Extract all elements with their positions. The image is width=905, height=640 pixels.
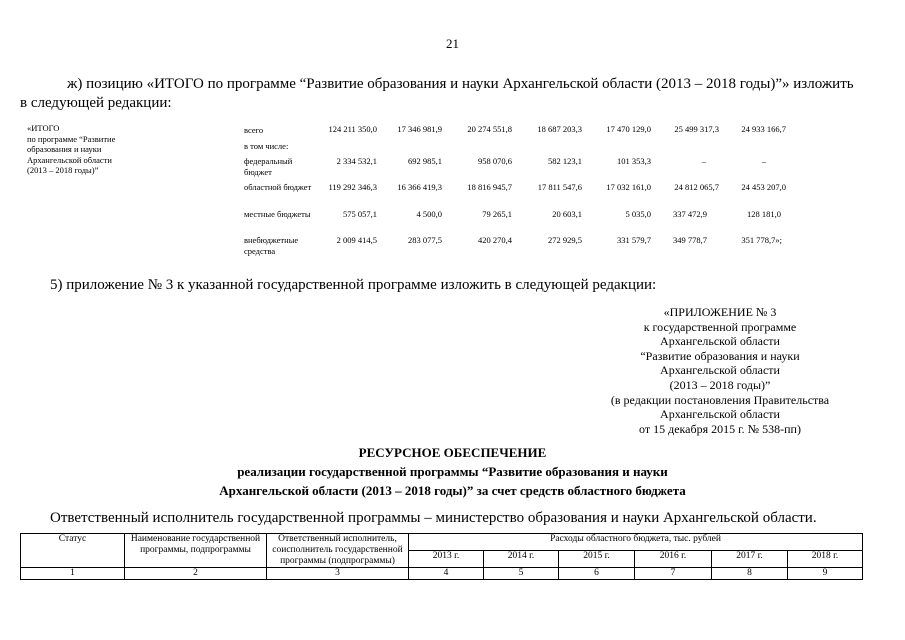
column-number: 9 xyxy=(788,568,863,580)
itogo-value: 17 032 161,0 xyxy=(606,182,651,192)
itogo-value: 20 603,1 xyxy=(552,209,582,219)
page-number: 21 xyxy=(446,36,459,51)
heading-title: РЕСУРСНОЕ ОБЕСПЕЧЕНИЕ xyxy=(358,445,547,460)
itogo-value: 79 265,1 xyxy=(482,209,512,219)
itogo-label-line: по программе “Развитие xyxy=(27,133,116,144)
appendix-line: Архангельской области xyxy=(660,363,780,378)
header-expenses: Расходы областного бюджета, тыс. рублей xyxy=(409,534,863,551)
header-year: 2013 г. xyxy=(409,551,484,568)
itogo-row-label: местные бюджеты xyxy=(244,209,311,219)
column-number: 4 xyxy=(409,568,484,580)
itogo-value: 337 472,9 xyxy=(673,209,707,219)
header-status: Статус xyxy=(21,534,125,568)
appendix-header xyxy=(575,305,865,436)
heading-subtitle-1: реализации государственной программы “Развитие образования и науки xyxy=(237,464,668,479)
header-executor: Ответственный исполнитель, соисполнитель государственной программы (подпрограммы) xyxy=(267,534,409,568)
itogo-value: 2 334 532,1 xyxy=(336,156,377,166)
itogo-value: 24 933 166,7 xyxy=(741,124,786,134)
column-number: 8 xyxy=(712,568,788,580)
itogo-value: 2 009 414,5 xyxy=(336,235,377,245)
intro-line-1: ж) позицию «ИТОГО по программе “Развитие образования и науки Архангельской области (2013 – 2018 годы)”» изложить xyxy=(67,76,854,92)
appendix-line: (2013 – 2018 годы)” xyxy=(669,377,771,392)
table-number-row xyxy=(21,568,863,580)
itogo-row-label: областной бюджет xyxy=(244,182,312,192)
column-number: 7 xyxy=(635,568,712,580)
header-year: 2018 г. xyxy=(788,551,863,568)
itogo-value: 272 929,5 xyxy=(548,235,582,245)
itogo-value: 420 270,4 xyxy=(478,235,512,245)
header-year: 2017 г. xyxy=(712,551,788,568)
itogo-row-label: федеральный бюджет xyxy=(244,156,293,177)
itogo-value: – xyxy=(761,156,766,166)
itogo-row-label: внебюджетные средства xyxy=(244,235,299,256)
header-program-name: Наименование государственной программы, подпрограммы xyxy=(125,534,267,568)
appendix-line: от 15 декабря 2015 г. № 538-пп) xyxy=(639,421,801,436)
column-number: 3 xyxy=(267,568,409,580)
itogo-value: 24 453 207,0 xyxy=(741,182,786,192)
table-header-row xyxy=(21,534,863,551)
itogo-value: 25 499 317,3 xyxy=(674,124,719,134)
itogo-label-line: (2013 – 2018 годы)” xyxy=(27,165,99,175)
header-year: 2015 г. xyxy=(559,551,635,568)
itogo-value: 18 816 945,7 xyxy=(467,182,512,192)
appendix-line: «ПРИЛОЖЕНИЕ № 3 xyxy=(663,305,777,319)
itogo-label-line: «ИТОГО xyxy=(27,123,60,133)
itogo-value: 283 077,5 xyxy=(408,235,442,245)
itogo-row-label: в том числе: xyxy=(244,141,289,151)
itogo-value: 17 811 547,6 xyxy=(537,182,582,192)
itogo-value: 692 985,1 xyxy=(408,156,442,166)
appendix-line: “Развитие образования и науки xyxy=(640,348,800,363)
appendix-line: Архангельской области xyxy=(660,407,780,422)
itogo-value: 349 778,7 xyxy=(673,235,707,245)
appendix-line: (в редакции постановления Правительства xyxy=(610,392,830,407)
itogo-value: 18 687 203,3 xyxy=(537,124,582,134)
itogo-label-line: образования и науки xyxy=(27,144,102,154)
executor-line: Ответственный исполнитель государственной программы – министерство образования и науки Архангельской области. xyxy=(50,510,817,526)
itogo-value: 17 470 129,0 xyxy=(606,124,651,134)
header-year: 2014 г. xyxy=(484,551,559,568)
itogo-label xyxy=(27,123,137,176)
itogo-value: 119 292 346,3 xyxy=(328,182,377,192)
column-number: 2 xyxy=(125,568,267,580)
itogo-value: 582 123,1 xyxy=(548,156,582,166)
itogo-value: 575 057,1 xyxy=(343,209,377,219)
itogo-value: 24 812 065,7 xyxy=(674,182,719,192)
itogo-value: 958 070,6 xyxy=(478,156,512,166)
itogo-value: 128 181,0 xyxy=(747,209,781,219)
appendix-line: Архангельской области xyxy=(660,334,780,349)
itogo-value: 20 274 551,8 xyxy=(467,124,512,134)
itogo-value: 331 579,7 xyxy=(617,235,651,245)
resource-table xyxy=(20,533,863,580)
itogo-value: 124 211 350,0 xyxy=(328,124,377,134)
itogo-value: 4 500,0 xyxy=(416,209,442,219)
itogo-value: 17 346 981,9 xyxy=(397,124,442,134)
column-number: 6 xyxy=(559,568,635,580)
header-year: 2016 г. xyxy=(635,551,712,568)
column-number: 5 xyxy=(484,568,559,580)
itogo-row-label: всего xyxy=(244,125,264,135)
heading-subtitle-2: Архангельской области (2013 – 2018 годы)” за счет средств областного бюджета xyxy=(219,483,686,498)
itogo-value: 351 778,7»; xyxy=(741,235,782,245)
itogo-label-line: Архангельской области xyxy=(27,154,112,165)
itogo-value: – xyxy=(701,156,706,166)
appendix-line: к государственной программе xyxy=(643,319,797,334)
intro-line-2: в следующей редакции: xyxy=(20,95,172,111)
item-5: 5) приложение № 3 к указанной государственной программе изложить в следующей редакции: xyxy=(50,277,657,293)
itogo-value: 16 366 419,3 xyxy=(397,182,442,192)
column-number: 1 xyxy=(21,568,125,580)
itogo-value: 101 353,3 xyxy=(617,156,651,166)
itogo-value: 5 035,0 xyxy=(625,209,651,219)
